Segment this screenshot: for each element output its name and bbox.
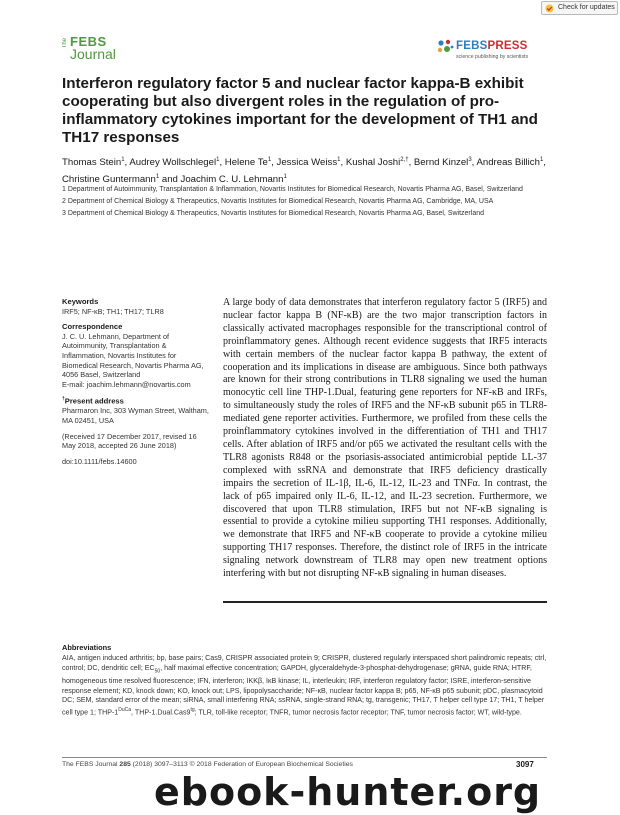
author-name[interactable]: Christine Guntermann (62, 174, 156, 186)
author-affiliation-mark: 1 (216, 157, 220, 163)
keywords: IRF5; NF-κB; TH1; TH17; TLR8 (62, 306, 164, 316)
keywords-heading: Keywords (62, 297, 99, 306)
author-name[interactable]: Bernd Kinzel (413, 157, 469, 169)
author-list: Thomas Stein$^1$, Audrey Wollschlegel$^1$, Helene Te$^1$, Jessica Weiss$^1$, Kushal Joshi$^{2,\dagger}$, Bernd Kinzel$^3$, Andreas Billich$^1$, Christine Guntermann$^1$ and Joachim C. U. Lehmann$^1$ (62, 157, 546, 186)
author-name[interactable]: Kushal Joshi (345, 157, 401, 169)
author-name[interactable]: Andreas Billich (476, 157, 540, 169)
correspondence-heading: Correspondence (62, 322, 123, 332)
journal-logo-the: The (62, 38, 68, 49)
present-address: Pharmaron Inc, 303 Wyman Street, Waltham, MA 02451, USA (62, 406, 209, 426)
received-dates: (Received 17 December 2017, revised 16 May 2018, accepted 26 June 2018) (62, 431, 197, 451)
affiliation-1: 1 Department of Autoimmunity, Transplantation & Inflammation, Novartis Institutes for Biomedical Research, Novartis Pharma AG, Basel, Switzerland (62, 186, 523, 193)
febs-press-dots-icon (436, 38, 454, 56)
abstract-divider (223, 601, 547, 603)
correspondence-email[interactable]: E-mail: joachim.lehmann@novartis.com (62, 379, 191, 389)
affiliation-2: 2 Department of Chemical Biology & Therapeutics, Novartis Institutes for Biomedical Research, Novartis Pharma AG, Cambridge, MA, USA (62, 198, 494, 205)
journal-logo-febs: FEBS (70, 34, 107, 49)
abbreviations (62, 643, 552, 718)
journal-logo (62, 34, 130, 62)
check-updates-label: Check for updates (558, 4, 615, 11)
footer-divider (62, 757, 547, 758)
present-address-heading: †Present address (62, 396, 124, 406)
abbreviations-text: AIA, antigen induced arthritis; bp, base pairs; Cas9, CRISPR associated protein 9; CRISPR, clustered regularly interspaced short palindromic repeats; ctrl, control; DC, dendritic cell; $EC_{50}$, half maximal effective concentration; GAPDH, glyceraldehyde-3-phosphat-dehydrogenase; gRNA, guide RNA; HTRF, homogeneous time resolved fluorescence; IFN, interferon; IKKβ, IκB kinase; IL, interleukin; IRF, interferon regulatory factor; ISRE, interferon-sensitive response element; KD, knock down; KO, knock out; LPS, lipopolysaccharide; NF-κB, nuclear factor kappa B; p65, NF-κB p65 subunit; pDC, plasmacytoid DC; SEM, standard error of the mean; siRNA, small interfering RNA; ssRNA, single-strand RNA; tg, transgenic; TH17, T helper cell type 17; TH1, T helper cell type 1; THP-$1^{DuCa}$, THP-$1.Dual.Cas9^{tg}$; TLR, toll-like receptor; TNFR, tumor necrosis factor receptor; TNF, tumor necrosis factor; WT, wild-type. (62, 653, 547, 717)
author-affiliation-mark: 1 (337, 157, 341, 163)
author-affiliation-mark: 2,† (400, 157, 409, 163)
author-affiliation-mark: 3 (468, 157, 472, 163)
author-name[interactable]: Thomas Stein (62, 157, 122, 169)
febs-press-name: FEBSPRESS (456, 40, 528, 52)
author-affiliation-mark: 1 (121, 157, 125, 163)
affiliations (62, 185, 562, 221)
affiliation-3: 3 Department of Chemical Biology & Therapeutics, Novartis Institutes for Biomedical Research, Novartis Pharma AG, Basel, Switzerland (62, 210, 484, 217)
footer-citation: The FEBS Journal 285 (2018) 3097–3113 © 2018 Federation of European Biochemical Societies (62, 761, 353, 768)
author-affiliation-mark: 1 (539, 157, 544, 163)
author-name[interactable]: Joachim C. U. Lehmann (180, 174, 284, 186)
abbreviations-heading: Abbreviations (62, 643, 112, 652)
article-title: Interferon regulatory factor 5 and nuclear factor kappa-B exhibit cooperating but also divergent roles in the regulation of pro-inflammatory cytokines important for the development of TH1 and TH17 responses (62, 75, 538, 146)
journal-logo-journal: Journal (70, 46, 116, 62)
author-name[interactable]: Jessica Weiss (276, 157, 338, 169)
check-updates-icon (545, 4, 554, 13)
author-name[interactable]: Audrey Wollschlegel (129, 157, 217, 169)
watermark: ebook-hunter.org (154, 770, 542, 814)
author-name[interactable]: Helene Te (224, 157, 268, 169)
page-number: 3097 (516, 760, 534, 769)
febs-press-tagline: science publishing by scientists (456, 54, 529, 60)
correspondence-address: J. C. U. Lehmann, Department of Autoimmunity, Transplantation & Inflammation, Novartis Institutes for Biomedical Research, Novartis Pharma AG, 4056 Basel, Switzerland (62, 331, 204, 380)
abstract: A large body of data demonstrates that interferon regulatory factor 5 (IRF5) and nuclear factor kappa B (NF-κB) are the two major transcription factors in classically activated macrophages responsible for the transcriptional control of proinflammatory genes. Although recent evidence suggests that IRF5 interacts with certain members of the nuclear factor kappa B pathway, the extent of cooperation and its implications in disease are ambiguous. Since both pathways are known for their strong contributions in TLR8 signaling we used the human monocytic cell line THP-1.Dual, featuring gene reporters for NF-κB and IRFs, to simultaneously study the roles of IRF5 and the NF-κB subunit p65 in TLR8-mediated gene reporter activities. Furthermore, we profiled from these cells the proinflammatory cytokines involved in the differentiation of TH1 and TH17 cells. After ablation of IRF5 and/or p65 we activated the resultant cells with the TLR8 agonists R848 or the psoriasis-associated antimicrobial peptide LL-37 complexed with ssRNA and demonstrate that IRF5 deficiency drastically impairs the secretion of IL-1β, IL-6, IL-12, IL-23 and TNFα. In contrast, the lack of p65 impaired only IL-6, IL-12, and IL-23 secretion. Furthermore, we discovered that upon TLR8 stimulation, IRF5 but not NF-κB signaling is essential to provide a cytokine milieu supporting TH1 responses. Additionally, we demonstrate that IRF5 and NF-κB cooperate to provide a cytokine milieu supporting TH17 responses. Therefore, the distinct role of IRF5 in the intricate signaling network downstream of TLR8 may open new treatment options interfering with but not disrupting NF-κB signaling in human diseases. (223, 297, 547, 580)
doi-link[interactable]: doi:10.1111/febs.14600 (62, 456, 137, 466)
article-sidebar (62, 297, 210, 472)
check-for-updates-button[interactable] (541, 1, 618, 15)
febs-press-logo (436, 38, 556, 64)
author-affiliation-mark: 1 (267, 157, 272, 163)
author-affiliation-mark: 1 (283, 174, 287, 181)
author-affiliation-mark: 1 (155, 174, 160, 181)
